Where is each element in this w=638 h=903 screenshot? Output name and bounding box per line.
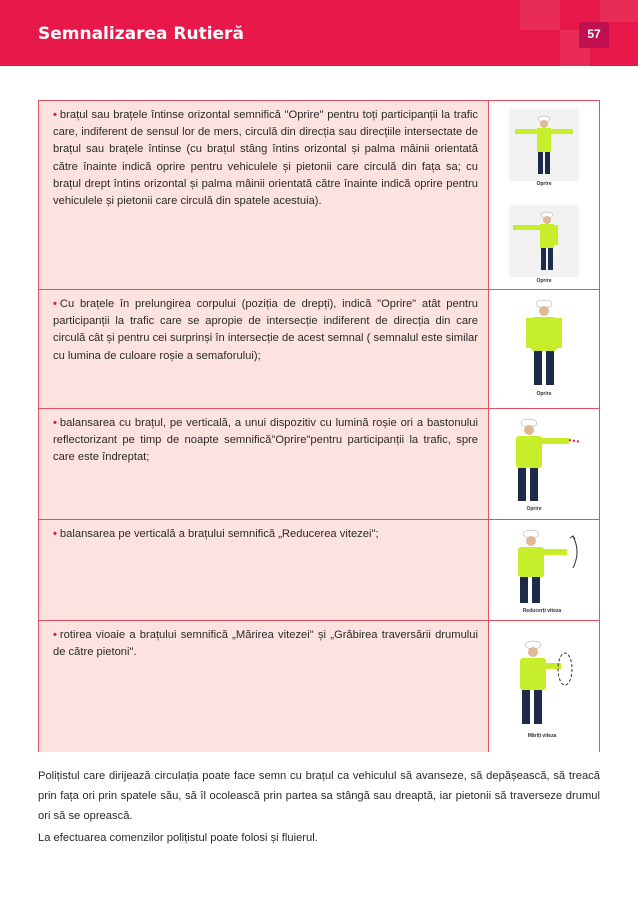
row-text: brațul sau brațele întinse orizontal semnifică "Oprire" pentru toți participanții la trafic care, indiferent de sensul lor de mers, circulă din direcția sau direcțiile intersectate de brațul sau brațele întinse (cu brațul stâng întins orizontal și palma mâinii orientată către înainte indică oprire pentru vehiculele și pietonii care circulă din fața sa; cu brațul drept întins orizontal și palma mâinii orientată către înainte indică oprire pentru vehiculele și pietonii care circulă din spatele acestuia). bbox=[53, 109, 478, 208]
row-text: rotirea vioaie a brațului semnifică „Mărirea vitezei" și „Grăbirea traversării drumului de către pietoni". bbox=[53, 629, 478, 659]
bullet-icon: • bbox=[53, 417, 57, 429]
header-decoration bbox=[520, 0, 560, 30]
figure-caption: Oprire bbox=[536, 181, 552, 187]
officer-arms-out-icon bbox=[509, 109, 579, 181]
row-text: balansarea pe verticală a brațului semnifică „Reducerea vitezei"; bbox=[59, 528, 379, 540]
officer-baton-icon bbox=[505, 415, 585, 505]
chapter-title: Semnalizarea Rutieră bbox=[38, 24, 244, 44]
row-text-cell bbox=[39, 520, 489, 621]
figure-caption: Reducerți viteza bbox=[522, 608, 562, 614]
bullet-icon: • bbox=[53, 629, 57, 641]
page-number: 57 bbox=[587, 27, 601, 41]
row-image-cell bbox=[489, 101, 599, 289]
row-image-cell bbox=[489, 621, 599, 752]
page-header bbox=[0, 0, 638, 66]
body-paragraph: La efectuarea comenzilor polițistul poate folosi și fluierul. bbox=[38, 832, 318, 844]
row-text-cell bbox=[39, 409, 489, 520]
page-number-box bbox=[579, 22, 609, 48]
table-row bbox=[39, 289, 599, 409]
table-row bbox=[39, 519, 599, 621]
table-row bbox=[39, 101, 599, 289]
officer-speed-up-icon bbox=[511, 637, 581, 729]
signals-table bbox=[38, 100, 600, 752]
row-text-cell bbox=[39, 290, 489, 409]
figure-caption: Oprire bbox=[526, 506, 542, 512]
figure-caption: Oprire bbox=[536, 278, 552, 284]
officer-attention-icon bbox=[517, 296, 571, 390]
bullet-icon: • bbox=[53, 298, 57, 310]
figure-caption: Oprire bbox=[536, 391, 552, 397]
figure-caption: Măriți viteza bbox=[527, 733, 557, 739]
row-text-cell bbox=[39, 621, 489, 752]
row-text: Cu brațele în prelungirea corpului (poziția de drepți), indică "Oprire" atât pentru participanții la trafic care se apropie de intersecție indiferent de direcția din care circulă cât și pentru cei surprinși în intersecție de acest semnal ( semnalul este similar cu lumina de culoare roșie a semaforului); bbox=[53, 298, 478, 362]
row-image-cell bbox=[489, 520, 599, 621]
table-row bbox=[39, 408, 599, 520]
row-text: balansarea cu brațul, pe verticală, a unui dispozitiv cu lumină roșie ori a bastonului reflectorizant pe timp de noapte semnifică"Oprire"pentru participanții la trafic, spre care este îndreptat; bbox=[53, 417, 478, 464]
bullet-icon: • bbox=[53, 528, 57, 540]
officer-one-arm-out-icon bbox=[509, 205, 579, 277]
officer-slow-down-icon bbox=[507, 526, 583, 606]
row-image-cell bbox=[489, 290, 599, 409]
bullet-icon: • bbox=[53, 109, 57, 121]
header-decoration bbox=[600, 0, 638, 22]
row-image-cell bbox=[489, 409, 599, 520]
row-text-cell bbox=[39, 101, 489, 289]
body-paragraph: Polițistul care dirijează circulația poate face semn cu brațul ca vehiculul să avanseze, să depășească, să treacă prin fața ori prin spatele său, să îl ocolească prin partea sa stângă sau dreaptă, iar pietonii să traverseze drumul ori să se oprească. bbox=[38, 770, 600, 822]
table-row bbox=[39, 620, 599, 752]
